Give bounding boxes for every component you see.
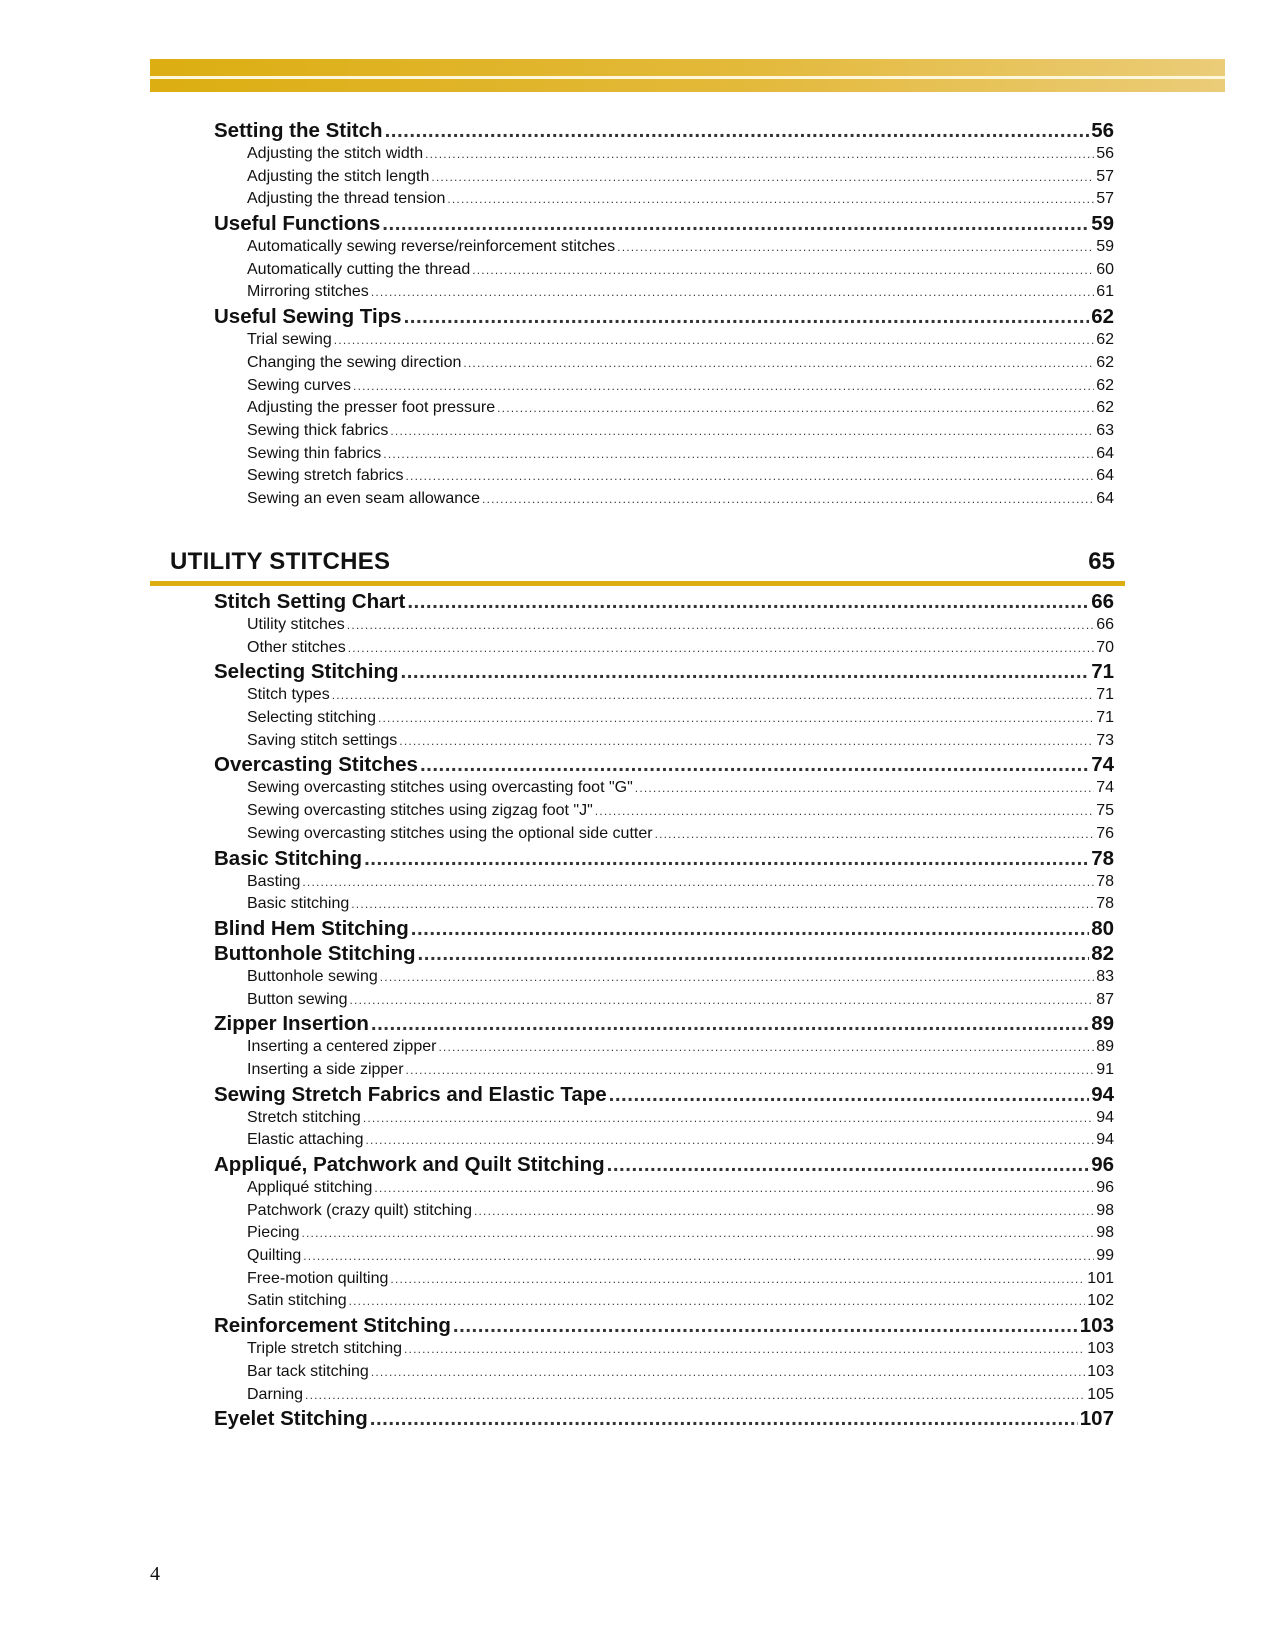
dot-leader — [371, 1361, 1085, 1384]
toc-subentry-title: Elastic attaching — [247, 1131, 364, 1149]
toc-subentry-title: Adjusting the stitch width — [247, 145, 424, 162]
toc-subentry-title: Mirroring stitches — [247, 283, 369, 301]
toc-subentry-page: 71 — [1096, 709, 1114, 727]
toc-subentry-title: Appliqué stitching — [247, 1179, 373, 1196]
header-banner-line — [150, 76, 1225, 79]
toc-subentry-title: Button sewing — [247, 990, 348, 1008]
toc-subentry[interactable] — [214, 1245, 1114, 1268]
toc-heading[interactable] — [214, 211, 1114, 236]
toc-subentry[interactable] — [214, 989, 1114, 1012]
toc-subentry-title: Sewing curves — [247, 376, 352, 394]
toc-subentry[interactable] — [214, 329, 1114, 352]
toc-heading[interactable] — [214, 846, 1114, 871]
chapter-rule — [150, 581, 1125, 586]
toc-heading-page: 82 — [1091, 941, 1114, 965]
toc-heading-title: Appliqué, Patchwork and Quilt Stitching — [214, 1153, 605, 1176]
toc-subentry[interactable] — [214, 166, 1114, 189]
dot-leader — [370, 1406, 1078, 1431]
toc-subentry-page: 64 — [1096, 489, 1114, 507]
chapter-heading — [150, 548, 1125, 586]
toc-subentry-page: 87 — [1096, 990, 1114, 1008]
toc-subentry[interactable] — [214, 871, 1114, 894]
toc-subentry[interactable] — [214, 1059, 1114, 1082]
dot-leader — [301, 1222, 1094, 1245]
toc-subentry-page: 91 — [1096, 1060, 1114, 1078]
toc-subentry[interactable] — [214, 375, 1114, 398]
toc-subentry[interactable] — [214, 259, 1114, 282]
toc-subentry-title: Sewing overcasting stitches using the optional side cutter — [247, 824, 653, 842]
toc-subentry[interactable] — [214, 777, 1114, 800]
toc-subentry-page: 62 — [1096, 353, 1114, 371]
toc-heading-title: Stitch Setting Chart — [214, 590, 406, 613]
toc-heading-title: Reinforcement Stitching — [214, 1314, 451, 1338]
toc-subentry-title: Automatically cutting the thread — [247, 260, 471, 278]
toc-heading-title: Selecting Stitching — [214, 660, 399, 684]
toc-heading[interactable] — [214, 1406, 1114, 1431]
dot-leader — [418, 941, 1090, 966]
toc-subentry-title: Trial sewing — [247, 331, 332, 349]
toc-heading-page: 89 — [1091, 1012, 1114, 1036]
toc-heading[interactable] — [214, 1152, 1114, 1177]
toc-subentry[interactable] — [214, 614, 1114, 637]
toc-heading-title: Eyelet Stitching — [214, 1407, 368, 1431]
toc-subentry-page: 66 — [1096, 616, 1114, 633]
toc-subentry-title: Sewing thin fabrics — [247, 444, 382, 462]
toc-subentry[interactable] — [214, 281, 1114, 304]
dot-leader — [364, 846, 1089, 871]
toc-subentry[interactable] — [214, 893, 1114, 916]
toc-heading[interactable] — [214, 118, 1114, 143]
dot-leader — [390, 1268, 1085, 1291]
toc-heading-title: Buttonhole Stitching — [214, 941, 416, 965]
dot-leader — [332, 684, 1095, 707]
dot-leader — [305, 1384, 1085, 1407]
toc-subentry-title: Other stitches — [247, 638, 346, 656]
toc-subentry[interactable] — [214, 707, 1114, 730]
toc-section-2 — [214, 589, 1114, 1431]
toc-subentry-title: Inserting a side zipper — [247, 1060, 404, 1078]
dot-leader — [302, 871, 1094, 894]
toc-heading-page: 107 — [1079, 1407, 1114, 1431]
toc-subentry[interactable] — [214, 488, 1114, 511]
toc-subentry[interactable] — [214, 1177, 1114, 1200]
toc-subentry-page: 75 — [1096, 802, 1114, 820]
toc-subentry-title: Inserting a centered zipper — [247, 1038, 437, 1056]
toc-subentry[interactable] — [214, 1268, 1114, 1291]
dot-leader — [655, 823, 1095, 846]
toc-subentry-page: 62 — [1096, 399, 1114, 417]
dot-leader — [617, 236, 1094, 259]
toc-subentry-page: 83 — [1096, 967, 1114, 985]
toc-subentry[interactable] — [214, 1036, 1114, 1059]
toc-subentry[interactable] — [214, 420, 1114, 443]
toc-heading-page: 66 — [1091, 590, 1114, 613]
dot-leader — [607, 1152, 1090, 1177]
toc-subentry-title: Changing the sewing direction — [247, 353, 462, 371]
toc-subentry-page: 103 — [1087, 1362, 1114, 1380]
dot-leader — [303, 1245, 1094, 1268]
dot-leader — [349, 1290, 1086, 1313]
dot-leader — [378, 707, 1094, 730]
dot-leader — [350, 989, 1095, 1012]
toc-subentry-title: Darning — [247, 1385, 304, 1403]
toc-subentry-title: Adjusting the presser foot pressure — [247, 399, 496, 417]
dot-leader — [382, 211, 1089, 236]
toc-subentry-title: Bar tack stitching — [247, 1362, 369, 1380]
toc-subentry-page: 60 — [1096, 260, 1114, 278]
toc-subentry[interactable] — [214, 1384, 1114, 1407]
toc-subentry-page: 62 — [1096, 376, 1114, 394]
toc-subentry[interactable] — [214, 1200, 1114, 1223]
dot-leader — [420, 752, 1089, 777]
toc-subentry[interactable] — [214, 637, 1114, 660]
dot-leader — [472, 259, 1094, 282]
dot-leader — [609, 1082, 1090, 1107]
toc-subentry-page: 74 — [1096, 779, 1114, 797]
toc-subentry-page: 94 — [1096, 1108, 1114, 1126]
toc-subentry-title: Sewing thick fabrics — [247, 421, 389, 439]
toc-subentry-page: 103 — [1087, 1340, 1114, 1358]
toc-subentry-page: 62 — [1096, 331, 1114, 349]
toc-subentry-page: 98 — [1096, 1201, 1114, 1219]
dot-leader — [463, 352, 1094, 375]
toc-subentry-page: 70 — [1096, 638, 1114, 656]
toc-subentry-page: 96 — [1096, 1179, 1114, 1196]
dot-leader — [390, 420, 1094, 443]
toc-subentry[interactable] — [214, 1222, 1114, 1245]
toc-heading[interactable] — [214, 752, 1114, 777]
dot-leader — [438, 1036, 1094, 1059]
toc-subentry[interactable] — [214, 443, 1114, 466]
dot-leader — [474, 1200, 1094, 1223]
toc-heading[interactable] — [214, 941, 1114, 966]
toc-subentry-page: 73 — [1096, 731, 1114, 749]
toc-heading-page: 56 — [1091, 119, 1114, 142]
toc-subentry-page: 94 — [1096, 1131, 1114, 1149]
toc-heading-page: 96 — [1091, 1153, 1114, 1176]
toc-heading-title: Overcasting Stitches — [214, 753, 418, 777]
toc-subentry-title: Adjusting the thread tension — [247, 190, 446, 208]
toc-subentry-title: Patchwork (crazy quilt) stitching — [247, 1201, 472, 1219]
chapter-title: UTILITY STITCHES — [170, 548, 391, 575]
dot-leader — [399, 730, 1094, 753]
dot-leader — [447, 188, 1094, 211]
toc-subentry-page: 64 — [1096, 444, 1114, 462]
toc-subentry-title: Sewing overcasting stitches using zigzag foot "J" — [247, 802, 593, 820]
toc-subentry-page: 57 — [1096, 190, 1114, 208]
toc-subentry-title: Automatically sewing reverse/reinforcement stitches — [247, 238, 616, 256]
page-number: 4 — [150, 1563, 160, 1585]
dot-leader — [380, 966, 1094, 989]
toc-subentry-title: Basting — [247, 872, 301, 890]
dot-leader — [406, 465, 1095, 488]
toc-subentry[interactable] — [214, 1290, 1114, 1313]
dot-leader — [497, 397, 1094, 420]
toc-subentry[interactable] — [214, 1361, 1114, 1384]
toc-heading-title: Useful Functions — [214, 212, 381, 236]
toc-subentry[interactable] — [214, 352, 1114, 375]
dot-leader — [404, 304, 1090, 329]
dot-leader — [371, 1011, 1089, 1036]
toc-subentry-title: Basic stitching — [247, 895, 350, 913]
dot-leader — [401, 659, 1090, 684]
toc-subentry[interactable] — [214, 397, 1114, 420]
header-banner — [150, 59, 1225, 92]
toc-heading-page: 62 — [1091, 305, 1114, 329]
toc-subentry-page: 102 — [1087, 1292, 1114, 1310]
toc-subentry-page: 63 — [1096, 421, 1114, 439]
dot-leader — [351, 893, 1094, 916]
toc-subentry-page: 105 — [1087, 1385, 1114, 1403]
toc-subentry[interactable] — [214, 823, 1114, 846]
toc-subentry-title: Piecing — [247, 1224, 300, 1242]
toc-subentry-page: 64 — [1096, 467, 1114, 485]
toc-heading-title: Sewing Stretch Fabrics and Elastic Tape — [214, 1082, 607, 1106]
dot-leader — [385, 118, 1090, 143]
toc-heading-title: Useful Sewing Tips — [214, 305, 402, 329]
toc-heading-page: 80 — [1091, 916, 1114, 940]
dot-leader — [431, 166, 1094, 189]
toc-heading-page: 59 — [1091, 212, 1114, 236]
toc-section-1 — [214, 118, 1114, 511]
toc-subentry-title: Triple stretch stitching — [247, 1340, 403, 1358]
toc-subentry-title: Sewing overcasting stitches using overcasting foot "G" — [247, 779, 633, 797]
toc-subentry-page: 61 — [1096, 283, 1114, 301]
dot-leader — [425, 143, 1094, 166]
dot-leader — [374, 1177, 1094, 1200]
toc-subentry-page: 76 — [1096, 824, 1114, 842]
toc-subentry[interactable] — [214, 730, 1114, 753]
dot-leader — [334, 329, 1094, 352]
dot-leader — [366, 1129, 1095, 1152]
toc-subentry-title: Adjusting the stitch length — [247, 167, 430, 185]
toc-heading-title: Setting the Stitch — [214, 119, 383, 142]
toc-subentry-title: Satin stitching — [247, 1292, 347, 1310]
toc-subentry-page: 98 — [1096, 1224, 1114, 1242]
toc-subentry-title: Selecting stitching — [247, 709, 376, 727]
toc-subentry-page: 59 — [1096, 238, 1114, 256]
toc-heading-page: 78 — [1091, 846, 1114, 870]
toc-subentry-title: Stretch stitching — [247, 1108, 361, 1126]
toc-subentry-page: 56 — [1096, 145, 1114, 162]
toc-subentry-title: Utility stitches — [247, 616, 345, 633]
toc-subentry-page: 99 — [1096, 1247, 1114, 1265]
toc-subentry[interactable] — [214, 800, 1114, 823]
toc-subentry-page: 78 — [1096, 872, 1114, 890]
toc-heading-page: 103 — [1079, 1314, 1114, 1338]
toc-heading[interactable] — [214, 589, 1114, 614]
toc-subentry[interactable] — [214, 236, 1114, 259]
dot-leader — [347, 614, 1094, 637]
dot-leader — [407, 589, 1089, 614]
dot-leader — [635, 777, 1094, 800]
toc-subentry-title: Buttonhole sewing — [247, 967, 378, 985]
toc-heading[interactable] — [214, 916, 1114, 941]
toc-heading-title: Zipper Insertion — [214, 1012, 369, 1036]
toc-subentry-page: 78 — [1096, 895, 1114, 913]
toc-heading-title: Basic Stitching — [214, 846, 363, 870]
toc-subentry[interactable] — [214, 684, 1114, 707]
toc-heading[interactable] — [214, 1082, 1114, 1107]
toc-subentry-title: Stitch types — [247, 686, 330, 704]
toc-subentry-page: 89 — [1096, 1038, 1114, 1056]
dot-leader — [595, 800, 1094, 823]
toc-subentry[interactable] — [214, 966, 1114, 989]
toc-subentry-page: 101 — [1087, 1269, 1114, 1287]
dot-leader — [406, 1059, 1095, 1082]
dot-leader — [482, 488, 1094, 511]
toc-subentry-title: Sewing an even seam allowance — [247, 489, 481, 507]
dot-leader — [353, 375, 1094, 398]
toc-heading-page: 71 — [1091, 660, 1114, 684]
toc-subentry-title: Saving stitch settings — [247, 731, 398, 749]
toc-subentry[interactable] — [214, 1338, 1114, 1361]
dot-leader — [348, 637, 1095, 660]
toc-subentry-title: Sewing stretch fabrics — [247, 467, 404, 485]
chapter-page: 65 — [1088, 548, 1115, 575]
dot-leader — [363, 1107, 1094, 1130]
toc-subentry[interactable] — [214, 465, 1114, 488]
toc-subentry[interactable] — [214, 1107, 1114, 1130]
toc-heading[interactable] — [214, 1011, 1114, 1036]
toc-heading[interactable] — [214, 659, 1114, 684]
toc-heading-page: 74 — [1091, 753, 1114, 777]
toc-subentry-page: 57 — [1096, 167, 1114, 185]
dot-leader — [383, 443, 1094, 466]
toc-heading[interactable] — [214, 1313, 1114, 1338]
toc-heading[interactable] — [214, 304, 1114, 329]
dot-leader — [371, 281, 1094, 304]
toc-subentry[interactable] — [214, 143, 1114, 166]
dot-leader — [453, 1313, 1078, 1338]
toc-heading-title: Blind Hem Stitching — [214, 916, 409, 940]
toc-heading-page: 94 — [1091, 1082, 1114, 1106]
toc-subentry[interactable] — [214, 188, 1114, 211]
toc-subentry-title: Quilting — [247, 1247, 302, 1265]
toc-subentry-page: 71 — [1096, 686, 1114, 704]
dot-leader — [411, 916, 1089, 941]
toc-subentry[interactable] — [214, 1129, 1114, 1152]
dot-leader — [404, 1338, 1085, 1361]
toc-subentry-title: Free-motion quilting — [247, 1269, 389, 1287]
